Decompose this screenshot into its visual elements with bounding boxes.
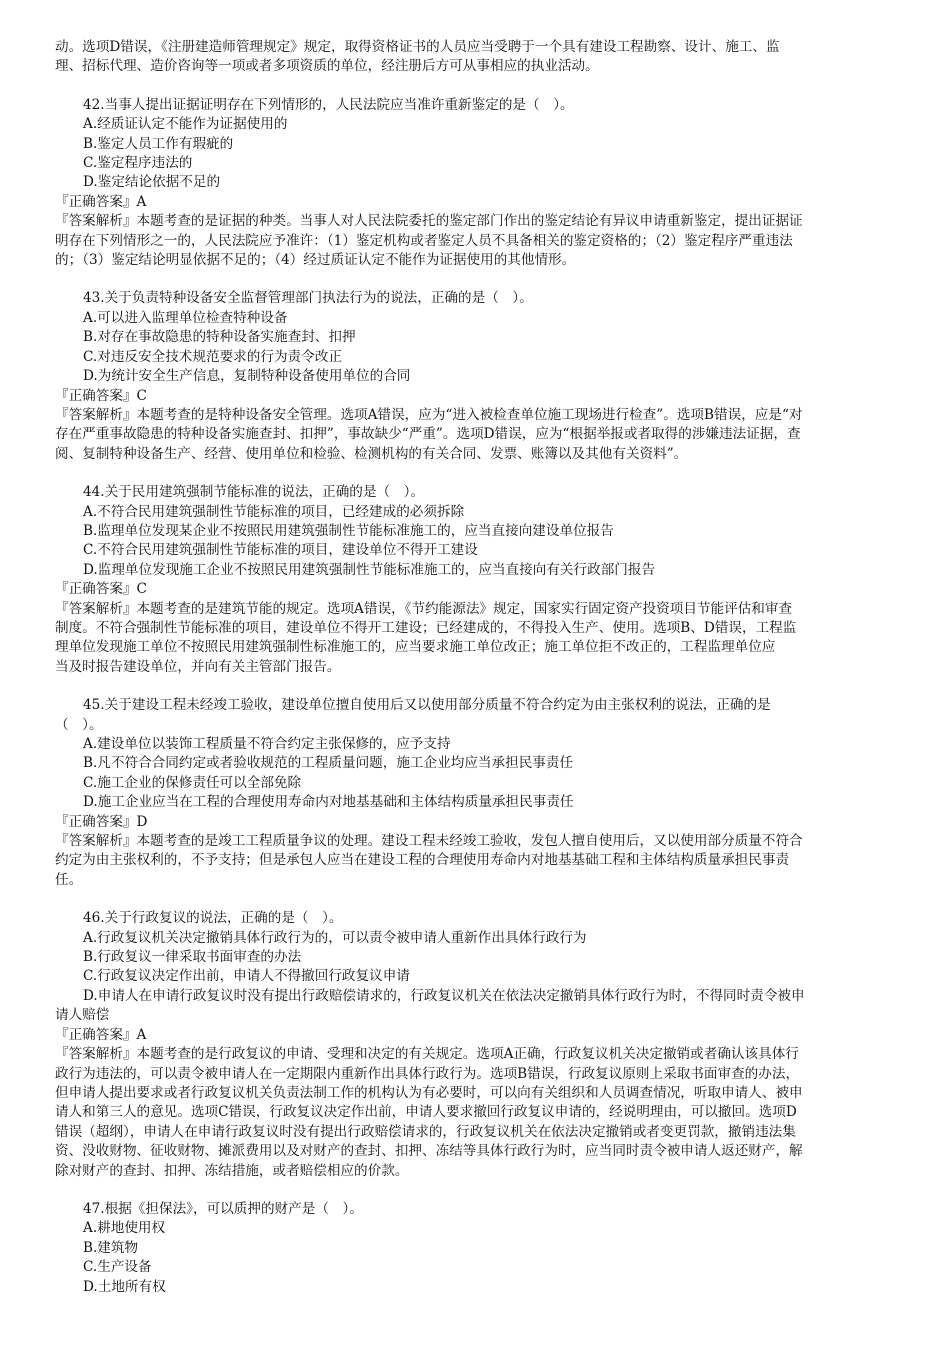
document-page — [55, 38, 897, 1297]
answer-analysis-line: 『答案解析』本题考查的是特种设备安全管理。选项A错误，应为“进入被检查单位施工现场进行检查”。选项B错误，应是“对 — [55, 406, 803, 423]
answer-analysis-line: 的；（3）鉴定结论明显依据不足的；（4）经过质证认定不能作为证据使用的其他情形。 — [55, 252, 576, 269]
option-d: D.鉴定结论依据不足的 — [83, 174, 221, 191]
answer-analysis-line: 请人和第三人的意见。选项C错误，行政复议决定作出前，申请人要求撤回行政复议申请的，经说明理由，可以撤回。选项D — [55, 1104, 797, 1121]
option-b: B.对存在事故隐患的特种设备实施查封、扣押 — [83, 329, 356, 346]
option-a: A.行政复议机关决定撤销具体行政行为的，可以责令被申请人重新作出具体行政行为 — [83, 929, 587, 946]
answer-analysis-line: 『答案解析』本题考查的是竣工工程质量争议的处理。建设工程未经竣工验收，发包人擅自使用后，又以使用部分质量不符合 — [55, 833, 803, 850]
option-c: C.行政复议决定作出前，申请人不得撤回行政复议申请 — [83, 968, 410, 985]
answer-analysis-line: 约定为由主张权利的，不予支持；但是承包人应当在建设工程的合理使用寿命内对地基基础工程和主体结构质量承担民事责 — [55, 852, 790, 869]
correct-answer: 『正确答案』C — [55, 581, 147, 598]
option-c: C.鉴定程序违法的 — [83, 155, 193, 172]
option-a: A.不符合民用建筑强制性节能标准的项目，已经建成的必须拆除 — [83, 503, 465, 520]
answer-analysis-line: 『答案解析』本题考查的是建筑节能的规定。选项A错误，《节约能源法》规定，国家实行固定资产投资项目节能评估和审查 — [55, 600, 793, 617]
correct-answer: 『正确答案』A — [55, 193, 147, 210]
question-44 — [55, 483, 897, 677]
correct-answer: 『正确答案』A — [55, 1026, 147, 1043]
option-b: B.鉴定人员工作有瑕疵的 — [83, 135, 234, 152]
option-c: C.不符合民用建筑强制性节能标准的项目，建设单位不得开工建设 — [83, 542, 478, 559]
text-line: 动。选项D错误，《注册建造师管理规定》规定，取得资格证书的人员应当受聘于一个具有建设工程勘察、设计、施工、监 — [55, 39, 780, 55]
intro-paragraph — [55, 38, 897, 77]
option-d-continued: 请人赔偿 — [55, 1007, 110, 1024]
option-a: A.经质证认定不能作为证据使用的 — [83, 116, 288, 133]
answer-analysis-line: 『答案解析』本题考查的是行政复议的申请、受理和决定的有关规定。选项A正确，行政复议机关决定撤销或者确认该具体行 — [55, 1046, 799, 1063]
option-b: B.监理单位发现某企业不按照民用建筑强制性节能标准施工的，应当直接向建设单位报告 — [83, 522, 614, 539]
question-stem: 47.根据《担保法》，可以质押的财产是（ ）。 — [83, 1200, 363, 1217]
answer-analysis-line: 阅、复制特种设备生产、经营、使用单位和检验、检测机构的有关合同、发票、账簿以及其他有关资料”。 — [55, 445, 688, 462]
option-d: D.监理单位发现施工企业不按照民用建筑强制性节能标准施工的，应当直接向有关行政部门报告 — [83, 561, 656, 578]
answer-analysis-line: 理单位发现施工单位不按照民用建筑强制性标准施工的，应当要求施工单位改正；施工单位拒不改正的，工程监理单位应 — [55, 639, 776, 656]
option-b: B.建筑物 — [83, 1239, 139, 1256]
option-b: B.行政复议一律采取书面审查的办法 — [83, 949, 302, 966]
text-line: 理、招标代理、造价咨询等一项或者多项资质的单位，经注册后方可从事相应的执业活动。 — [55, 58, 599, 75]
question-42 — [55, 96, 897, 271]
question-45 — [55, 696, 897, 890]
question-stem: 45.关于建设工程未经竣工验收，建设单位擅自使用后又以使用部分质量不符合约定为由主张权利的说法，正确的是 — [83, 697, 771, 714]
question-stem: 46.关于行政复议的说法，正确的是（ ）。 — [83, 910, 343, 927]
option-a: A.可以进入监理单位检查特种设备 — [83, 309, 288, 326]
answer-analysis-line: 当及时报告建设单位，并向有关主管部门报告。 — [55, 658, 341, 675]
answer-analysis-line: 资、没收财物、征收财物、摊派费用以及对财产的查封、扣押、冻结等具体行政行为时，应当同时责令被申请人返还财产，解 — [55, 1143, 803, 1160]
option-d: D.为统计安全生产信息，复制特种设备使用单位的合同 — [83, 368, 411, 385]
option-d: D.施工企业应当在工程的合理使用寿命内对地基基础和主体结构质量承担民事责任 — [83, 794, 574, 811]
option-b: B.凡不符合合同约定或者验收规范的工程质量问题，施工企业均应当承担民事责任 — [83, 755, 574, 772]
option-c: C.生产设备 — [83, 1259, 152, 1276]
answer-analysis-line: 错误（超纲），申请人在申请行政复议时没有提出行政赔偿请求的，行政复议机关在依法决定撤销或者变更罚款，撤销违法集 — [55, 1123, 796, 1140]
option-a: A.建设单位以装饰工程质量不符合约定主张保修的，应予支持 — [83, 736, 451, 752]
answer-analysis-line: 但申请人提出要求或者行政复议机关负责法制工作的机构认为有必要时，可以向有关组织和人员调查情况，听取申请人、被申 — [55, 1084, 803, 1101]
answer-analysis-line: 除对财产的查封、扣押、冻结措施，或者赔偿相应的价款。 — [55, 1162, 409, 1179]
answer-analysis-line: 政行为违法的，可以责令被申请人在一定期限内重新作出具体行政行为。选项B错误，行政复议原则上采取书面审查的办法， — [55, 1065, 800, 1082]
correct-answer: 『正确答案』C — [55, 387, 147, 404]
question-stem: 42.当事人提出证据证明存在下列情形的，人民法院应当准许重新鉴定的是（ ）。 — [83, 96, 574, 113]
question-46 — [55, 909, 897, 1181]
option-d: D.申请人在申请行政复议时没有提出行政赔偿请求的，行政复议机关在依法决定撤销具体行政行为时，不得同时责令被申 — [83, 987, 805, 1004]
question-43 — [55, 289, 897, 464]
answer-analysis-line: 任。 — [55, 871, 83, 888]
question-stem: 44.关于民用建筑强制节能标准的说法，正确的是（ ）。 — [83, 484, 425, 501]
option-c: C.施工企业的保修责任可以全部免除 — [83, 774, 302, 791]
answer-analysis-line: 『答案解析』本题考查的是证据的种类。当事人对人民法院委托的鉴定部门作出的鉴定结论有异议申请重新鉴定，提出证据证 — [55, 213, 803, 230]
answer-analysis-line: 制度。不符合强制性节能标准的项目，建设单位不得开工建设；已经建成的，不得投入生产、使用。选项B、D错误，工程监 — [55, 619, 797, 636]
option-a: A.耕地使用权 — [83, 1220, 166, 1237]
answer-analysis-line: 明存在下列情形之一的，人民法院应予准许：（1）鉴定机构或者鉴定人员不具备相关的鉴定资格的；（2）鉴定程序严重违法 — [55, 232, 793, 249]
option-c: C.对违反安全技术规范要求的行为责令改正 — [83, 348, 342, 365]
question-stem: 43.关于负责特种设备安全监督管理部门执法行为的说法，正确的是（ ）。 — [83, 290, 533, 307]
question-stem-continued: （ ）。 — [55, 716, 103, 733]
correct-answer: 『正确答案』D — [55, 813, 148, 830]
answer-analysis-line: 存在严重事故隐患的特种设备实施查封、扣押”，事故缺少“严重”。选项D错误，应为“根据举报或者取得的涉嫌违法证据，查 — [55, 426, 801, 443]
question-47 — [55, 1200, 897, 1297]
option-d: D.土地所有权 — [83, 1278, 166, 1295]
